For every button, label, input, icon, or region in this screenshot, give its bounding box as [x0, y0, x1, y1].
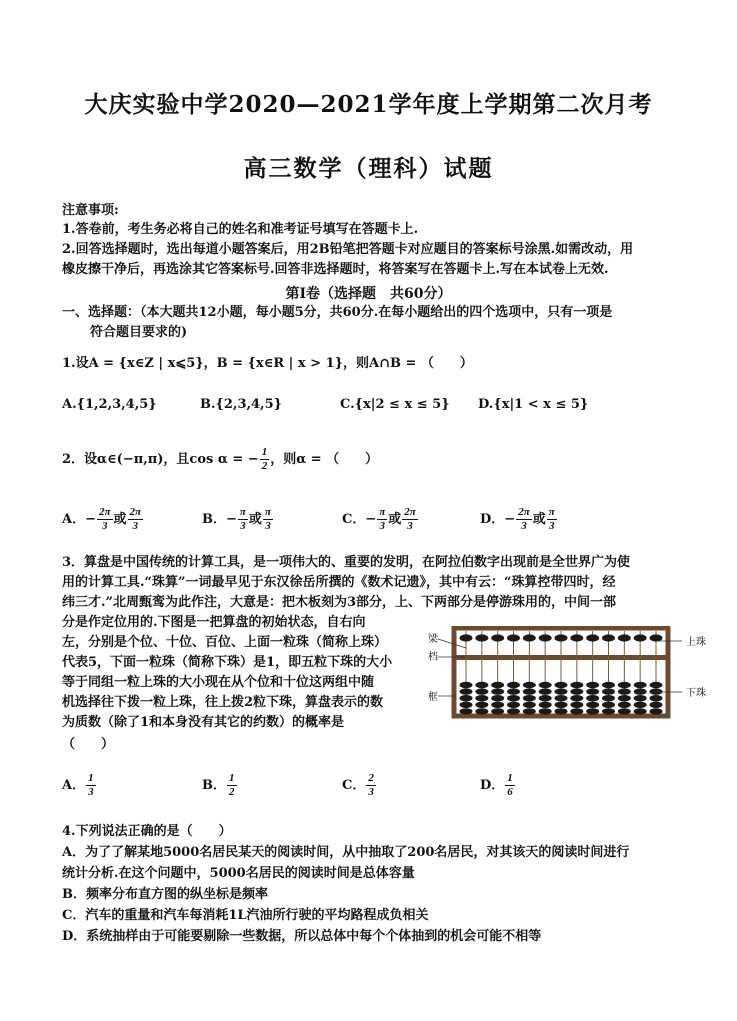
question-3-option-d [480, 772, 516, 799]
abacus-upper-bead [523, 634, 536, 641]
question-1-option-b: B.{2,3,4,5} [200, 397, 282, 412]
question-4-option-a-line-1: A．为了了解某地5000名居民某天的阅读时间，从中抽取了200名居民，对其该天的阅读时间进行 [62, 845, 630, 860]
option-fraction [97, 506, 113, 533]
abacus-lower-bead [475, 708, 488, 714]
fraction-denominator: 3 [548, 520, 555, 532]
option-fraction [86, 772, 96, 799]
fraction-numerator: π [239, 506, 246, 518]
option-fraction [238, 506, 248, 533]
abacus-lower-bead [618, 695, 631, 701]
exam-subtitle: 高三数学（理科）试题 [243, 155, 494, 182]
abacus-upper-bead [539, 634, 552, 641]
abacus-lower-bead [618, 708, 631, 714]
or-word: 或 [113, 512, 127, 527]
fraction-denominator: 2 [229, 786, 235, 798]
abacus-upper-bead [634, 634, 647, 641]
question-3-line-7: 等于同组一粒上珠的大小现在从个位和十位这两组中随 [62, 675, 375, 690]
abacus-lower-bead [555, 682, 568, 688]
fraction-numerator: 2π [129, 506, 142, 518]
question-2-fraction-numerator: 1 [261, 446, 268, 458]
abacus-lower-bead [555, 702, 568, 708]
option-fraction [263, 506, 273, 533]
abacus-lower-bead [507, 682, 520, 688]
question-2-option-b: B．− $\frac{\pi}{3}$ 或 $\frac{\pi}{3}$ [202, 506, 271, 532]
notice-item-1: 1.答卷前，考生务必将自己的姓名和准考证号填写在答题卡上. [62, 222, 419, 237]
fraction-numerator: 1 [229, 772, 235, 784]
fraction-denominator: 3 [88, 786, 94, 798]
abacus-upper-bead [618, 634, 631, 641]
abacus-lower-bead [460, 688, 473, 694]
question-3-option-a [62, 772, 97, 799]
abacus-lower-bead [602, 688, 615, 694]
option-fraction [227, 772, 237, 799]
abacus-lower-bead [634, 682, 647, 688]
abacus-lower-bead [491, 702, 504, 708]
fraction-numerator: π [379, 506, 386, 518]
abacus-lower-bead [460, 682, 473, 688]
abacus-upper-bead [475, 634, 488, 641]
or-word: 或 [248, 512, 262, 527]
fraction-numerator: 1 [88, 772, 94, 784]
option-label: C． [342, 512, 366, 527]
option-label: D． [480, 512, 505, 527]
question-2-stem-part-2: ，则α = （ ） [270, 452, 379, 467]
fraction-denominator: 3 [265, 520, 271, 532]
fraction-numerator: 2 [368, 772, 374, 784]
question-4-option-c: C．汽车的重量和汽车每消耗1L汽油所行驶的平均路程成负相关 [62, 908, 429, 923]
abacus-lower-bead [460, 695, 473, 701]
question-4-option-b: B．频率分布直方图的纵坐标是频率 [62, 887, 268, 902]
abacus-lower-bead [491, 688, 504, 694]
question-3-line-9: 为质数（除了1和本身没有其它的约数）的概率是 [62, 715, 345, 730]
question-3-option-c [342, 772, 377, 799]
fraction-denominator: 3 [102, 520, 108, 532]
abacus-lower-bead [650, 702, 663, 708]
abacus-lower-bead [650, 682, 663, 688]
abacus-lower-bead [634, 688, 647, 694]
abacus-lower-bead [634, 708, 647, 714]
option-label: B． [202, 512, 226, 527]
abacus-lower-bead [475, 688, 488, 694]
question-2-option-c: C．− $\frac{\pi}{3}$ 或 $\frac{2\pi}{3}$ [342, 506, 416, 532]
abacus-lower-bead [539, 688, 552, 694]
abacus-lower-bead [570, 708, 583, 714]
abacus-lower-bead [475, 695, 488, 701]
abacus-lower-bead [507, 688, 520, 694]
abacus-upper-bead [650, 634, 663, 641]
option-fraction [366, 772, 376, 799]
abacus-lower-bead [555, 695, 568, 701]
abacus-lower-bead [507, 708, 520, 714]
abacus-lower-bead [507, 695, 520, 701]
abacus-lower-bead [491, 682, 504, 688]
question-1-stem: 1.设A = {x∈Z | x⩽5}，B = {x∈R | x > 1}，则A∩B = （ ） [62, 356, 473, 371]
fraction-numerator: 2π [518, 506, 530, 518]
abacus-upper-bead [602, 634, 615, 641]
abacus-lower-bead [555, 708, 568, 714]
figure-label-upper-bead: 上珠 [686, 637, 706, 648]
abacus-lower-bead [602, 695, 615, 701]
question-2-fraction [260, 446, 270, 473]
option-fraction [547, 506, 557, 533]
abacus-lower-bead [475, 682, 488, 688]
question-2-option-a: A．− $\frac{2\pi}{3}$ 或 $\frac{2\pi}{3}$ [62, 506, 142, 532]
fraction-numerator: 1 [507, 772, 513, 784]
question-3-line-6: 代表5，下面一粒珠（简称下珠）是1，即五粒下珠的大小 [62, 655, 393, 670]
question-2-stem-part-1: 2．设α∈(−π,π)，且cos α = − [62, 452, 259, 467]
question-4-option-a-line-2: 统计分析.在这个问题中，5000名居民的阅读时间是总体容量 [62, 866, 415, 881]
fraction-denominator: 3 [379, 520, 386, 532]
abacus-lower-bead [523, 695, 536, 701]
abacus-lower-bead [460, 702, 473, 708]
abacus-figure [428, 626, 720, 720]
question-2-fraction-denominator: 2 [261, 460, 268, 472]
option-label: A． [62, 778, 86, 793]
fraction-numerator: 2π [404, 506, 416, 518]
question-3-line-8: 机选择往下拨一粒上珠，往上拨2粒下珠，算盘表示的数 [62, 695, 384, 710]
notice-item-2-line-1: 2.回答选择题时，选出每道小题答案后，用2B铅笔把答题卡对应题目的答案标号涂黑.如需改动，用 [62, 242, 634, 257]
fraction-denominator: 3 [240, 520, 246, 532]
question-3-line-1: 3．算盘是中国传统的计算工具，是一项伟大的、重要的发明，在阿拉伯数字出现前是全世界广为使 [62, 555, 631, 570]
abacus-lower-bead [618, 682, 631, 688]
abacus-lower-bead [650, 695, 663, 701]
option-fraction [128, 506, 144, 533]
abacus-lower-bead [555, 688, 568, 694]
fraction-denominator: 6 [507, 786, 513, 798]
abacus-lower-bead [602, 702, 615, 708]
abacus-lower-bead [634, 702, 647, 708]
section-title: 第Ⅰ卷（选择题 共60分） [285, 286, 452, 302]
fraction-numerator: 2π [99, 506, 111, 518]
abacus-lower-bead [523, 688, 536, 694]
question-3-line-3: 纬三才.”北周甄鸾为此作注，大意是：把木板刻为3部分，上、下两部分是停游珠用的，中间一部 [62, 595, 617, 610]
fraction-numerator: π [548, 506, 555, 518]
abacus-lower-bead [570, 695, 583, 701]
option-fraction [516, 506, 532, 533]
option-fraction [505, 772, 515, 799]
figure-label-lower-bead: 下珠 [686, 688, 706, 699]
question-3-option-b [202, 772, 238, 799]
question-3-line-4: 分是作定位用的.下图是一把算盘的初始状态，自右向 [62, 615, 366, 630]
exam-title: 大庆实验中学2020—2021学年度上学期第二次月考 [84, 91, 653, 118]
question-1-option-c: C.{x|2 ≤ x ≤ 5} [340, 397, 450, 412]
abacus-lower-bead [586, 695, 599, 701]
or-word: 或 [388, 512, 402, 527]
fraction-denominator: 3 [407, 520, 413, 532]
abacus-lower-bead [539, 682, 552, 688]
abacus-lower-bead [539, 695, 552, 701]
option-label: D． [480, 778, 505, 793]
notice-item-2-line-2: 橡皮擦干净后，再选涂其它答案标号.回答非选择题时，将答案写在答题卡上.写在本试卷上无效. [62, 262, 609, 277]
abacus-lower-bead [570, 682, 583, 688]
notice-heading: 注意事项: [62, 203, 119, 218]
abacus-lower-bead [507, 702, 520, 708]
abacus-lower-bead [539, 708, 552, 714]
abacus-lower-bead [618, 688, 631, 694]
abacus-upper-bead [586, 634, 599, 641]
abacus-upper-bead [570, 634, 583, 641]
fraction-denominator: 3 [368, 786, 374, 798]
abacus-upper-bead [460, 634, 473, 641]
fraction-denominator: 3 [132, 520, 139, 532]
question-4-stem: 4.下列说法正确的是（ ） [62, 824, 232, 839]
abacus-lower-bead [586, 688, 599, 694]
fraction-numerator: π [264, 506, 271, 518]
abacus-lower-bead [586, 682, 599, 688]
option-label: B． [202, 778, 226, 793]
option-label: C． [342, 778, 366, 793]
abacus-lower-bead [570, 702, 583, 708]
question-3-line-5: 左，分别是个位、十位、百位、上面一粒珠（简称上珠） [62, 635, 388, 650]
figure-label-beam: 梁 [428, 634, 438, 645]
abacus-upper-bead [507, 634, 520, 641]
option-label: A． [62, 512, 86, 527]
or-word: 或 [532, 512, 546, 527]
abacus-lower-bead [460, 708, 473, 714]
abacus-lower-bead [523, 702, 536, 708]
abacus-lower-bead [602, 708, 615, 714]
abacus-lower-bead [634, 695, 647, 701]
abacus-lower-bead [570, 688, 583, 694]
option-fraction [377, 506, 387, 533]
figure-label-rod: 档 [428, 652, 438, 663]
fraction-denominator: 3 [521, 520, 527, 532]
abacus-upper-bead [555, 634, 568, 641]
question-1-option-a: A.{1,2,3,4,5} [62, 397, 157, 412]
abacus-lower-bead [650, 708, 663, 714]
abacus-lower-bead [475, 702, 488, 708]
question-3-line-2: 用的计算工具.“珠算”一词最早见于东汉徐岳所撰的《数术记遗》，其中有云：“珠算控带四时，经 [62, 575, 616, 590]
abacus-lower-bead [539, 702, 552, 708]
section-intro-line-2: 符合题目要求的) [90, 325, 188, 340]
abacus-lower-bead [523, 708, 536, 714]
abacus-lower-bead [618, 702, 631, 708]
option-fraction [402, 506, 418, 533]
abacus-lower-bead [491, 695, 504, 701]
question-1-option-d: D.{x|1 < x ≤ 5} [478, 397, 589, 412]
abacus-lower-bead [491, 708, 504, 714]
abacus-upper-bead [491, 634, 504, 641]
abacus-lower-bead [586, 708, 599, 714]
abacus-lower-bead [523, 682, 536, 688]
question-3-line-10: （ ） [62, 737, 115, 752]
abacus-lower-bead [586, 702, 599, 708]
question-2-option-d: D．− $\frac{2\pi}{3}$ 或 $\frac{\pi}{3}$ [480, 506, 555, 532]
question-4-option-d: D．系统抽样由于可能要剔除一些数据，所以总体中每个个体抽到的机会可能不相等 [62, 929, 542, 944]
abacus-lower-bead [650, 688, 663, 694]
figure-label-frame: 框 [428, 692, 438, 703]
question-2-stem [62, 446, 378, 473]
section-intro-line-1: 一、选择题：（本大题共12小题，每小题5分，共60分.在每小题给出的四个选项中，只有一项是 [62, 305, 613, 320]
abacus-lower-bead [602, 682, 615, 688]
